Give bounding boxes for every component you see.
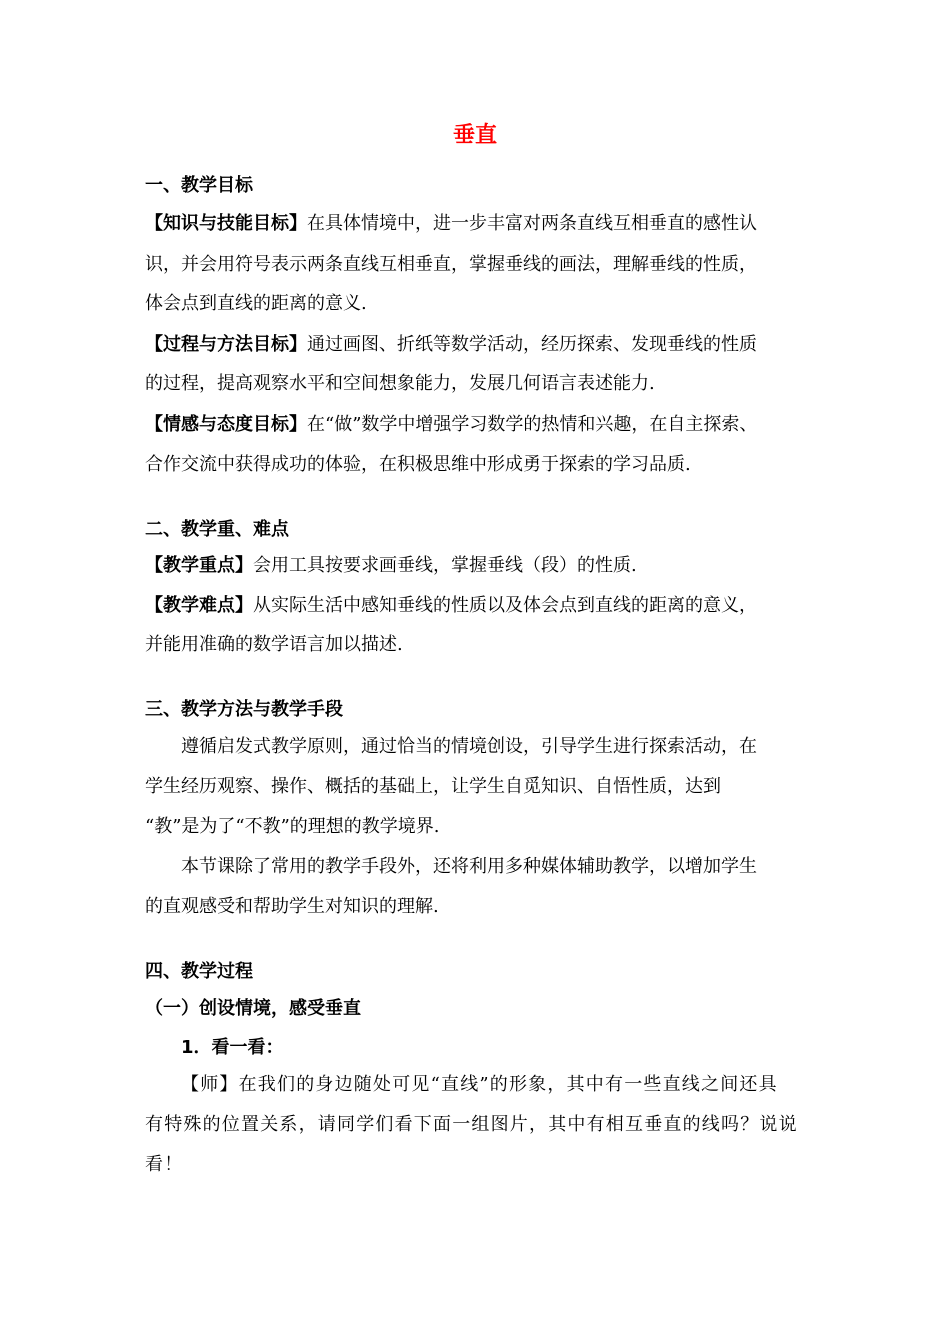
section-heading-objectives: 一、教学目标 bbox=[145, 175, 253, 196]
key-point-line-1 bbox=[145, 552, 637, 580]
difficulty-text-1: 从实际生活中感知垂线的性质以及体会点到直线的距离的意义， bbox=[253, 595, 757, 616]
document-title: 垂直 bbox=[452, 123, 497, 148]
subsection-heading-situation: （一）创设情境，感受垂直 bbox=[145, 998, 361, 1019]
difficulty-line-2: 并能用准确的数学语言加以描述. bbox=[145, 634, 403, 655]
emotion-goal-line-2: 合作交流中获得成功的体验，在积极思维中形成勇于探索的学习品质. bbox=[145, 454, 691, 475]
process-goal-line-1 bbox=[145, 331, 757, 359]
teacher-line-1: 【师】在我们的身边随处可见“直线”的形象，其中有一些直线之间还具 bbox=[181, 1074, 778, 1095]
teacher-line-2: 有特殊的位置关系，请同学们看下面一组图片，其中有相互垂直的线吗？说说 bbox=[145, 1114, 798, 1135]
methods-paragraph-1-line-2: 学生经历观察、操作、概括的基础上，让学生自觅知识、自悟性质，达到 bbox=[145, 776, 721, 797]
section-heading-key-points: 二、教学重、难点 bbox=[145, 519, 289, 540]
process-goal-line-2: 的过程，提高观察水平和空间想象能力，发展几何语言表述能力. bbox=[145, 373, 655, 394]
emotion-goal-tag: 【情感与态度目标】 bbox=[145, 414, 307, 435]
teacher-line-3: 看！ bbox=[145, 1154, 184, 1175]
section-heading-methods: 三、教学方法与教学手段 bbox=[145, 699, 343, 720]
methods-paragraph-2-line-1: 本节课除了常用的教学手段外，还将利用多种媒体辅助教学，以增加学生 bbox=[181, 856, 757, 877]
key-point-text-1: 会用工具按要求画垂线，掌握垂线（段）的性质. bbox=[253, 555, 637, 576]
key-point-tag: 【教学重点】 bbox=[145, 555, 253, 576]
emotion-goal-line-1 bbox=[145, 411, 757, 439]
knowledge-goal-line-3: 体会点到直线的距离的意义. bbox=[145, 293, 367, 314]
knowledge-goal-line-1 bbox=[145, 210, 757, 238]
knowledge-goal-text-1: 在具体情境中，进一步丰富对两条直线互相垂直的感性认 bbox=[307, 213, 757, 234]
section-heading-process: 四、教学过程 bbox=[145, 961, 253, 982]
knowledge-goal-line-2: 识，并会用符号表示两条直线互相垂直，掌握垂线的画法，理解垂线的性质， bbox=[145, 254, 757, 275]
item-look-heading: 1．看一看： bbox=[181, 1037, 284, 1058]
methods-paragraph-1-line-1: 遵循启发式教学原则，通过恰当的情境创设，引导学生进行探索活动，在 bbox=[181, 736, 757, 757]
process-goal-text-1: 通过画图、折纸等数学活动，经历探索、发现垂线的性质 bbox=[307, 334, 757, 355]
difficulty-line-1 bbox=[145, 592, 757, 620]
emotion-goal-text-1: 在“做”数学中增强学习数学的热情和兴趣，在自主探索、 bbox=[307, 414, 758, 435]
knowledge-goal-tag: 【知识与技能目标】 bbox=[145, 213, 307, 234]
process-goal-tag: 【过程与方法目标】 bbox=[145, 334, 307, 355]
methods-paragraph-2-line-2: 的直观感受和帮助学生对知识的理解. bbox=[145, 896, 439, 917]
difficulty-tag: 【教学难点】 bbox=[145, 595, 253, 616]
methods-paragraph-1-line-3: “教”是为了“不教”的理想的教学境界. bbox=[145, 816, 440, 837]
